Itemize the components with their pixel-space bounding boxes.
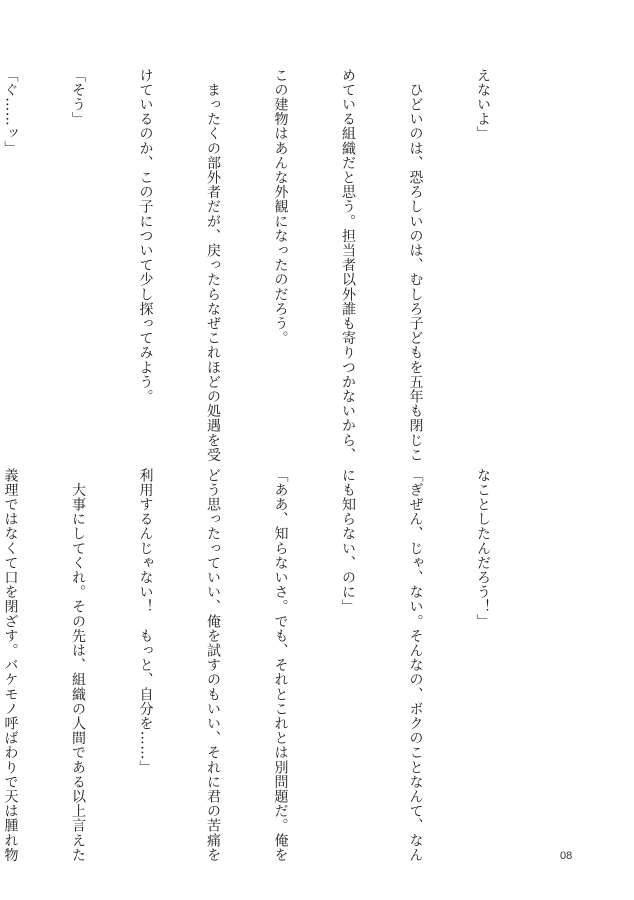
text-line: 「そう」 — [70, 68, 86, 127]
text-line: この建物はあんな外観になったのだろう。 — [272, 68, 289, 346]
text-line: 「ああ、知らないさ。でも、それとこれとは別問題だ。俺を — [272, 468, 289, 863]
text-line: 利用するんじゃない！ もっと、自分を……」 — [137, 468, 154, 775]
text-line: にも知らない、のに」 — [340, 468, 356, 614]
page-number: 08 — [560, 850, 573, 862]
text-block-bottom — [2, 468, 539, 863]
text-line: どう思ったっていい、俺を試すのもいい、それに君の苦痛を — [205, 468, 221, 863]
text-line: けているのか、この子について少し探ってみよう。 — [137, 68, 154, 404]
text-line: えないよ」 — [475, 68, 491, 141]
text-block-top — [2, 68, 539, 463]
text-line: なことしたんだろう！」 — [475, 468, 491, 629]
text-line: まったくの部外者だが、戻ったらなぜこれほどの処遇を受 — [205, 68, 221, 463]
text-line: 大事にしてくれ。その先は、組織の人間である以上言えた — [70, 468, 86, 863]
text-line: ひどいのは、恐ろしいのは、むしろ子どもを五年も閉じこ — [407, 68, 424, 463]
text-line: 「ぎぜん、じゃ、ない。そんなの、ボクのことなんて、なん — [407, 468, 424, 863]
text-line: めている組織だと思う。担当者以外誰も寄りつかないから、 — [340, 68, 356, 463]
text-line: 義理ではなくて口を閉ざす。バケモノ呼ばわりで天は腫れ物 — [2, 468, 19, 863]
text-line: 「ぐ……ッ」 — [2, 68, 19, 156]
